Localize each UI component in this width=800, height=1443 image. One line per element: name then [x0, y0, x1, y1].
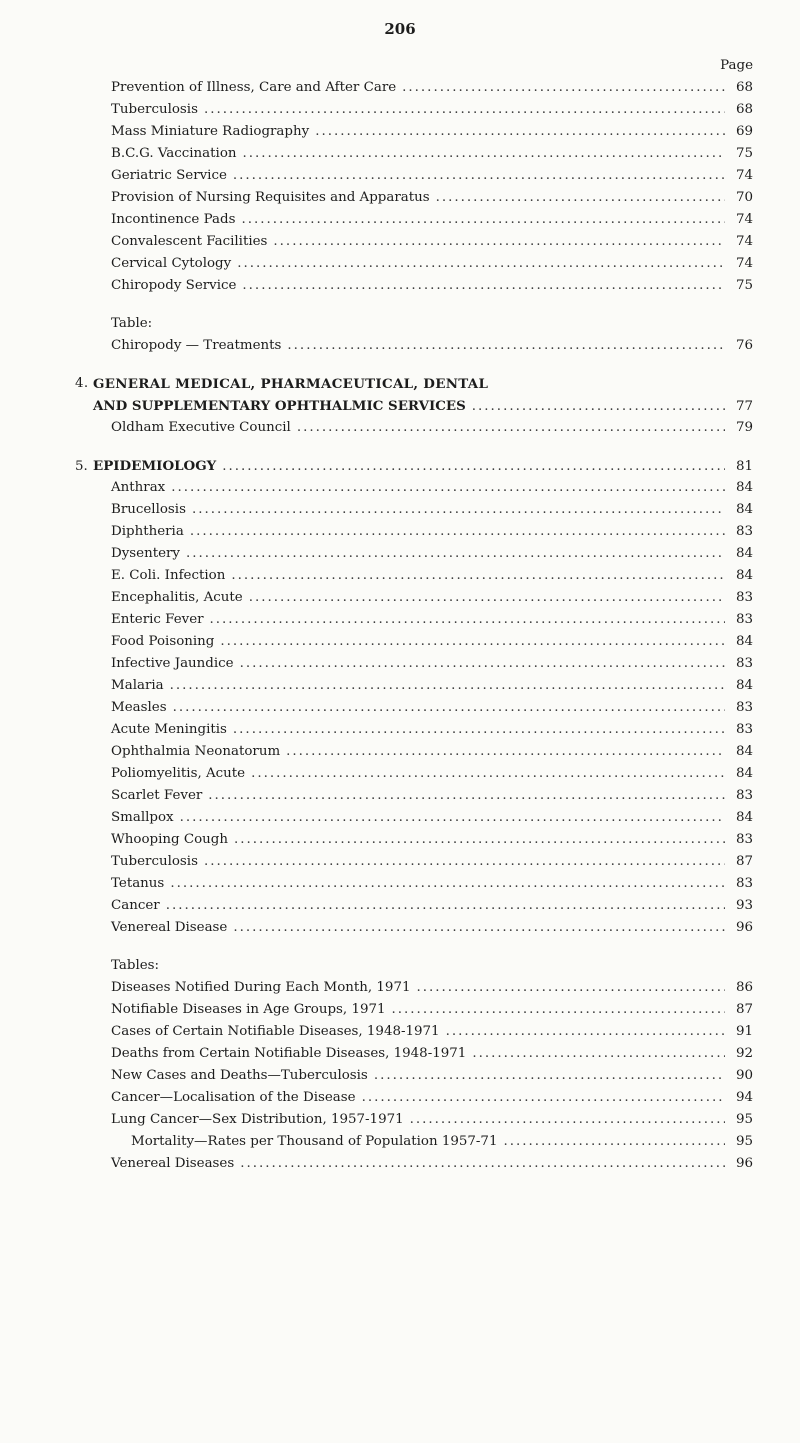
toc-entry-label: Whooping Cough	[111, 832, 228, 847]
toc-entry	[93, 417, 753, 439]
dot-leader	[180, 807, 725, 829]
toc-entry	[93, 999, 753, 1021]
section5-tables-label: Tables:	[111, 958, 160, 973]
toc-entry-page: 83	[735, 612, 753, 627]
dot-leader	[210, 609, 725, 631]
toc-entry	[93, 851, 753, 873]
toc-entry-label: Anthrax	[111, 480, 166, 495]
section5-title-page: 81	[735, 459, 753, 474]
toc-entry-page: 74	[735, 168, 753, 183]
toc-entry	[93, 587, 753, 609]
toc-entry-label: E. Coli. Infection	[111, 568, 226, 583]
toc-entry-page: 84	[735, 480, 753, 495]
dot-leader	[446, 1021, 725, 1043]
toc-entry-label: Cases of Certain Notifiable Diseases, 1948-1971	[111, 1024, 440, 1039]
toc-entry	[93, 187, 753, 209]
toc-entry-page: 86	[735, 980, 753, 995]
toc-entry-label: Mass Miniature Radiography	[111, 124, 310, 139]
toc-entry-label: Smallpox	[111, 810, 174, 825]
toc-entry-label: Geriatric Service	[111, 168, 227, 183]
toc-entry	[93, 275, 753, 297]
toc-entry	[93, 609, 753, 631]
dot-leader	[241, 209, 725, 231]
toc-entry-page: 95	[735, 1112, 753, 1127]
toc-entry-label: Provision of Nursing Requisites and Apparatus	[111, 190, 430, 205]
toc-entry-label: Measles	[111, 700, 167, 715]
toc-entry-page: 68	[735, 80, 753, 95]
dot-leader	[392, 999, 725, 1021]
toc-entry-label: Tetanus	[111, 876, 165, 891]
toc-entry-page: 84	[735, 502, 753, 517]
toc-entry	[93, 1021, 753, 1043]
dot-leader	[287, 335, 725, 357]
toc-entry	[93, 977, 753, 999]
toc-entry-page: 74	[735, 234, 753, 249]
toc-entry	[93, 521, 753, 543]
toc-entry-page: 83	[735, 832, 753, 847]
toc-entry-label: Venereal Diseases	[111, 1156, 235, 1171]
toc-entry-page: 84	[735, 568, 753, 583]
dot-leader	[503, 1131, 725, 1153]
toc-entry-label: Cervical Cytology	[111, 256, 232, 271]
toc-entry	[93, 697, 753, 719]
dot-leader	[186, 543, 725, 565]
toc-entry-label: Scarlet Fever	[111, 788, 203, 803]
toc-entry-page: 69	[735, 124, 753, 139]
toc-entry-label: Enteric Fever	[111, 612, 204, 627]
toc-entry-page: 75	[735, 146, 753, 161]
toc-entry	[93, 565, 753, 587]
toc-entry	[93, 165, 753, 187]
toc-entry-label: Oldham Executive Council	[111, 420, 291, 435]
dot-leader	[286, 741, 725, 763]
section4-heading	[75, 373, 753, 395]
toc-entry	[93, 785, 753, 807]
toc-entry-page: 87	[735, 854, 753, 869]
toc-entry-page: 87	[735, 1002, 753, 1017]
dot-leader	[410, 1109, 725, 1131]
toc-entry-label: Ophthalmia Neonatorum	[111, 744, 281, 759]
dot-leader	[171, 477, 725, 499]
toc-entry	[93, 1043, 753, 1065]
section3-items	[93, 77, 753, 297]
toc-entry	[93, 917, 753, 939]
toc-entry-page: 84	[735, 678, 753, 693]
toc-entry-page: 83	[735, 524, 753, 539]
section4-items	[93, 417, 753, 439]
section5-heading	[75, 455, 216, 478]
toc-entry-page: 74	[735, 212, 753, 227]
toc-entry-label: Food Poisoning	[111, 634, 215, 649]
toc-entry	[93, 477, 753, 499]
toc-entry-label: Dysentery	[111, 546, 180, 561]
dot-leader	[273, 231, 725, 253]
dot-leader	[237, 253, 725, 275]
dot-leader	[374, 1065, 725, 1087]
toc-entry-page: 83	[735, 788, 753, 803]
dot-leader	[208, 785, 725, 807]
section5-number: 5.	[75, 459, 88, 474]
toc-entry-label: Tuberculosis	[111, 102, 198, 117]
section4-title-line1: GENERAL MEDICAL, PHARMACEUTICAL, DENTAL	[93, 376, 489, 392]
toc-entry	[93, 499, 753, 521]
toc-entry-label: Chiropody — Treatments	[111, 338, 282, 353]
section5-items	[93, 477, 753, 939]
section3-table-items	[93, 335, 753, 357]
toc-entry	[93, 719, 753, 741]
dot-leader	[416, 977, 725, 999]
toc-entry-label: Tuberculosis	[111, 854, 198, 869]
table-of-contents	[75, 55, 753, 1175]
dot-leader	[233, 917, 725, 939]
dot-leader	[402, 77, 725, 99]
section4-title-line2: AND SUPPLEMENTARY OPHTHALMIC SERVICES	[93, 398, 466, 414]
toc-entry-page: 79	[735, 420, 753, 435]
toc-entry-label: Mortality—Rates per Thousand of Population 1957-71	[131, 1134, 498, 1149]
toc-entry	[93, 1087, 753, 1109]
toc-entry	[93, 335, 753, 357]
toc-entry-label: Convalescent Facilities	[111, 234, 268, 249]
toc-entry-label: Poliomyelitis, Acute	[111, 766, 246, 781]
section5-title-row	[75, 455, 753, 477]
toc-entry	[93, 675, 753, 697]
toc-entry	[93, 631, 753, 653]
toc-entry-page: 84	[735, 810, 753, 825]
toc-entry-page: 70	[735, 190, 753, 205]
toc-entry-page: 84	[735, 766, 753, 781]
toc-entry-page: 68	[735, 102, 753, 117]
toc-entry	[93, 741, 753, 763]
toc-entry-label: Acute Meningitis	[111, 722, 227, 737]
toc-entry-page: 83	[735, 876, 753, 891]
toc-entry-label: Cancer	[111, 898, 160, 913]
toc-entry	[93, 543, 753, 565]
dot-leader	[297, 417, 725, 439]
toc-entry	[93, 1131, 753, 1153]
toc-entry-label: Diseases Notified During Each Month, 1971	[111, 980, 411, 995]
page-number: 206	[384, 20, 416, 38]
toc-entry	[93, 1065, 753, 1087]
toc-entry-page: 83	[735, 722, 753, 737]
toc-entry-page: 92	[735, 1046, 753, 1061]
toc-entry-page: 84	[735, 634, 753, 649]
dot-leader	[233, 719, 725, 741]
dot-leader	[315, 121, 725, 143]
dot-leader	[190, 521, 725, 543]
toc-entry-page: 75	[735, 278, 753, 293]
toc-entry	[93, 99, 753, 121]
page-column-heading: Page	[720, 58, 753, 73]
toc-entry-label: Chiropody Service	[111, 278, 237, 293]
toc-entry-label: Prevention of Illness, Care and After Care	[111, 80, 397, 95]
toc-entry-page: 96	[735, 920, 753, 935]
dot-leader	[233, 165, 725, 187]
dot-leader	[220, 631, 725, 653]
dot-leader	[472, 1043, 725, 1065]
toc-entry	[93, 807, 753, 829]
dot-leader	[436, 187, 725, 209]
toc-entry-page: 74	[735, 256, 753, 271]
toc-entry-page: 90	[735, 1068, 753, 1083]
toc-entry-page: 83	[735, 700, 753, 715]
toc-entry-label: Diphtheria	[111, 524, 184, 539]
toc-entry	[93, 143, 753, 165]
toc-entry-page: 83	[735, 656, 753, 671]
toc-entry	[93, 121, 753, 143]
toc-entry	[93, 1153, 753, 1175]
section4-number: 4.	[75, 376, 89, 391]
toc-entry	[93, 873, 753, 895]
toc-entry	[93, 763, 753, 785]
dot-leader	[234, 829, 725, 851]
dot-leader	[362, 1087, 725, 1109]
dot-leader	[249, 587, 725, 609]
toc-entry-page: 84	[735, 546, 753, 561]
toc-entry-page: 76	[735, 338, 753, 353]
toc-entry	[93, 77, 753, 99]
dot-leader	[240, 1153, 725, 1175]
dot-leader	[240, 653, 725, 675]
toc-entry-label: Cancer—Localisation of the Disease	[111, 1090, 356, 1105]
toc-entry-label: Infective Jaundice	[111, 656, 234, 671]
toc-entry-label: Lung Cancer—Sex Distribution, 1957-1971	[111, 1112, 404, 1127]
toc-entry-label: B.C.G. Vaccination	[111, 146, 237, 161]
section3-table-label: Table:	[111, 316, 153, 331]
toc-entry-page: 91	[735, 1024, 753, 1039]
toc-entry	[93, 653, 753, 675]
toc-entry-label: New Cases and Deaths—Tuberculosis	[111, 1068, 368, 1083]
toc-entry-page: 96	[735, 1156, 753, 1171]
toc-entry-label: Deaths from Certain Notifiable Diseases, 1948-1971	[111, 1046, 467, 1061]
dot-leader	[251, 763, 725, 785]
toc-entry-label: Encephalitis, Acute	[111, 590, 243, 605]
toc-entry	[93, 895, 753, 917]
dot-leader	[242, 275, 725, 297]
toc-entry	[93, 1109, 753, 1131]
toc-entry-page: 84	[735, 744, 753, 759]
section4-title-page: 77	[735, 399, 753, 414]
section5-tables	[93, 977, 753, 1175]
dot-leader	[231, 565, 725, 587]
section4-title-row	[93, 395, 753, 417]
dot-leader	[192, 499, 725, 521]
dot-leader	[170, 873, 725, 895]
toc-entry-label: Malaria	[111, 678, 164, 693]
toc-entry-page: 95	[735, 1134, 753, 1149]
toc-entry-label: Notifiable Diseases in Age Groups, 1971	[111, 1002, 386, 1017]
dot-leader	[204, 99, 725, 121]
dot-leader	[204, 851, 725, 873]
toc-entry-page: 83	[735, 590, 753, 605]
toc-entry	[93, 253, 753, 275]
section5-title: EPIDEMIOLOGY	[93, 458, 217, 474]
toc-entry-label: Brucellosis	[111, 502, 186, 517]
dot-leader	[173, 697, 725, 719]
toc-entry-label: Venereal Disease	[111, 920, 228, 935]
toc-entry	[93, 829, 753, 851]
toc-entry-page: 94	[735, 1090, 753, 1105]
toc-entry	[93, 209, 753, 231]
toc-entry	[93, 231, 753, 253]
toc-entry-page: 93	[735, 898, 753, 913]
toc-entry-label: Incontinence Pads	[111, 212, 236, 227]
dot-leader	[166, 895, 725, 917]
dot-leader	[243, 143, 725, 165]
dot-leader	[170, 675, 725, 697]
